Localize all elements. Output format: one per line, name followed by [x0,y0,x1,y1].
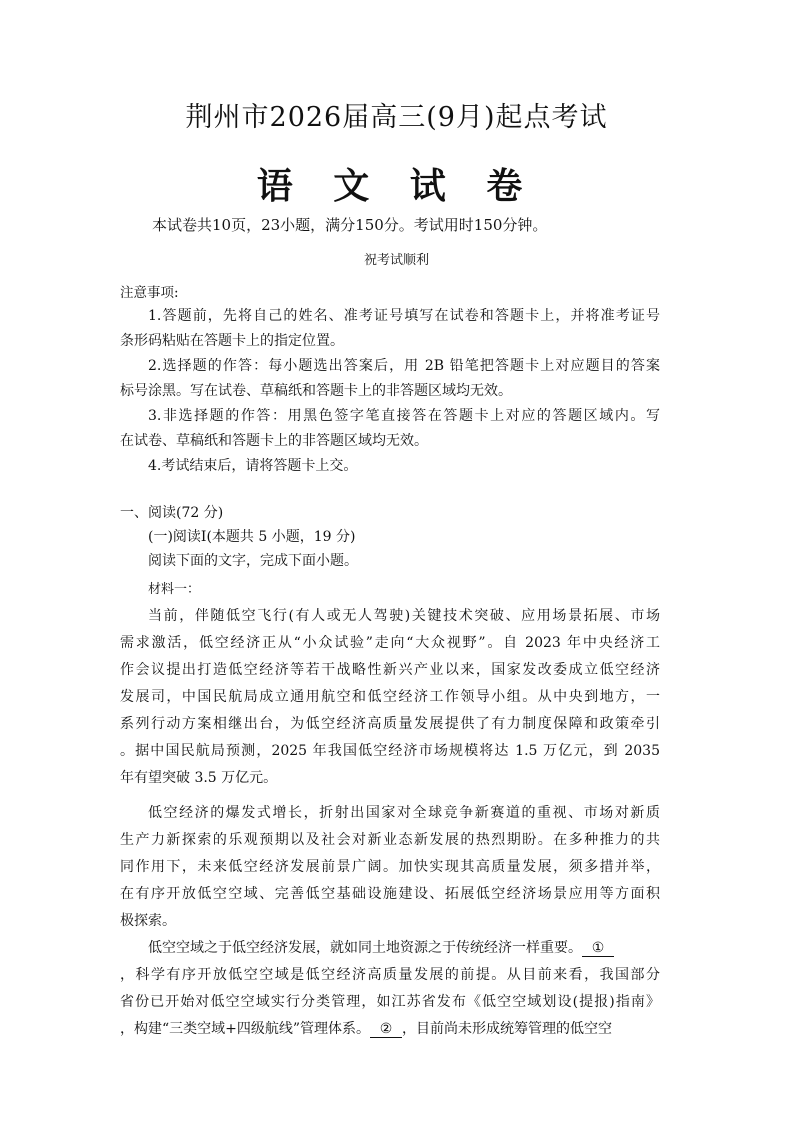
passage-text: ，构建“三类空域+四级航线”管理体系。 [120,1021,371,1037]
passage-line: 在有序开放低空空域、完善低空基础设施建设、拓展低空经济场景应用等方面积 [120,886,660,902]
notice-heading: 注意事项: [120,285,179,301]
passage-line [148,937,660,957]
passage-line: 系列行动方案相继出台，为低空经济高质量发展提供了有力制度保障和政策牵引 [120,716,660,732]
notice-item: 标号涂黑。写在试卷、草稿纸和答题卡上的非答题区域均无效。 [120,383,512,399]
material-label: 材料一： [148,582,201,597]
passage-line: 省份已开始对低空空域实行分类管理，如江苏省发布《低空空域划设(提报)指南》 [120,994,660,1010]
passage-line: 生产力新探索的乐观预期以及社会对新业态新发展的热烈期盼。在多种推力的共 [120,832,660,848]
notice-item: 4.考试结束后，请将答题卡上交。 [148,458,358,474]
passage-line: 发展司，中国民航局成立通用航空和低空经济工作领导小组。从中央到地方，一 [120,689,660,705]
passage-line: 需求激活，低空经济正从“小众试验”走向“大众视野”。自 2023 年中央经济工 [120,635,660,651]
reading-instruction: 阅读下面的文字，完成下面小题。 [148,553,358,569]
passage-line [120,1018,660,1038]
exam-title: 荆州市2026届高三(9月)起点考试 [185,102,608,133]
section-heading: 一、阅读(72 分) [120,505,224,521]
notice-item: 3.非选择题的作答：用黑色签字笔直接答在答题卡上对应的答题区域内。写 [148,408,660,424]
fill-blank-1: ① [582,940,614,957]
passage-text: 低空空域之于低空经济发展，就如同土地资源之于传统经济一样重要。 [148,940,582,956]
passage-line: ，科学有序开放低空空域是低空经济高质量发展的前提。从目前来看，我国部分 [120,967,660,983]
passage-line: 极探索。 [120,913,176,929]
passage-line: 。据中国民航局预测，2025 年我国低空经济市场规模将达 1.5 万亿元，到 2035 [120,743,660,759]
notice-item: 2.选择题的作答：每小题选出答案后，用 2B 铅笔把答题卡上对应题目的答案 [148,358,660,374]
subject-title: 语 文 试 卷 [256,165,537,207]
exam-intro: 本试卷共10页，23小题，满分150分。考试用时150分钟。 [152,216,548,234]
notice-item: 条形码粘贴在答题卡上的指定位置。 [120,333,344,349]
passage-line: 年有望突破 3.5 万亿元。 [120,770,278,786]
passage-text: ，目前尚未形成统筹管理的低空空 [402,1021,613,1037]
subsection-heading: (一)阅读Ⅰ(本题共 5 小题，19 分) [148,529,356,545]
passage-line: 低空经济的爆发式增长，折射出国家对全球竞争新赛道的重视、市场对新质 [148,805,660,821]
wish-text: 祝考试顺利 [363,253,429,268]
passage-line: 当前，伴随低空飞行(有人或无人驾驶)关键技术突破、应用场景拓展、市场 [148,608,660,624]
fill-blank-2: ② [370,1021,402,1038]
notice-item: 1.答题前，先将自己的姓名、准考证号填写在试卷和答题卡上，并将准考证号 [148,308,660,324]
passage-line: 同作用下，未来低空经济发展前景广阔。加快实现其高质量发展，须多措并举， [120,859,660,875]
notice-item: 在试卷、草稿纸和答题卡上的非答题区域均无效。 [120,433,428,449]
passage-line: 作会议提出打造低空经济等若干战略性新兴产业以来，国家发改委成立低空经济 [120,662,660,678]
